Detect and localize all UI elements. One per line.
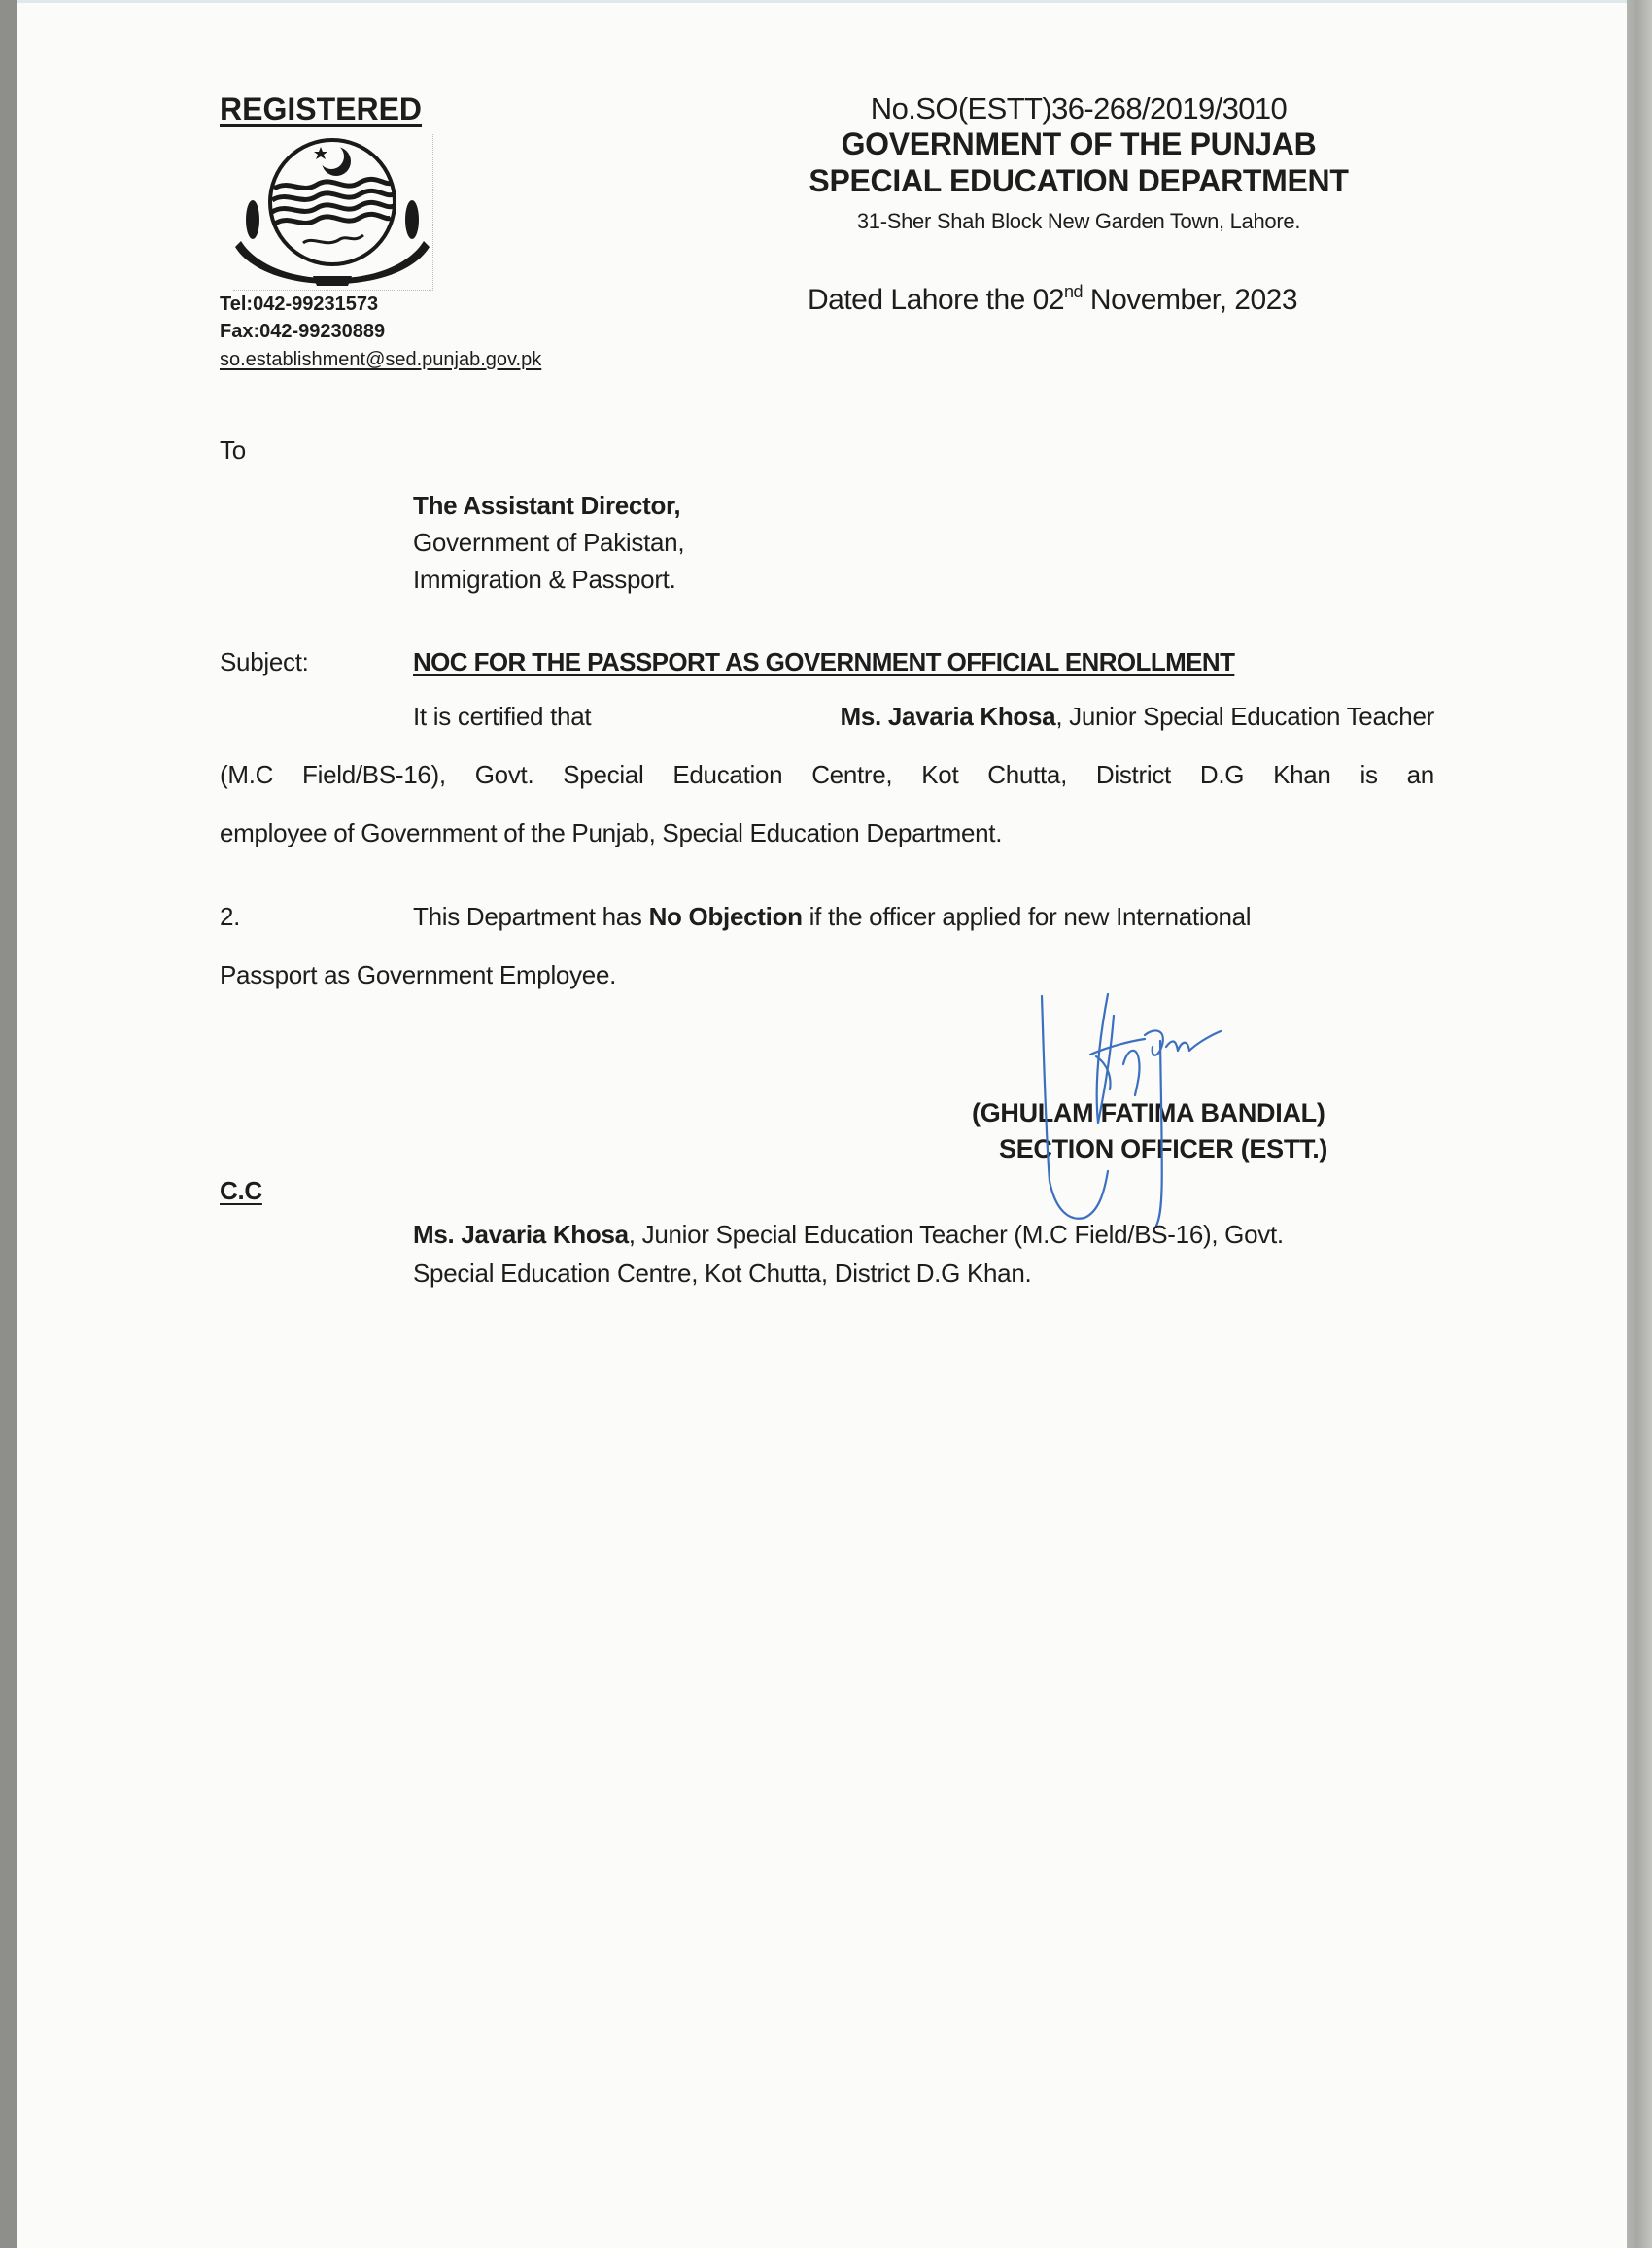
scan-edge-left — [0, 0, 17, 2248]
word: D.G — [1199, 760, 1245, 789]
word: Field/BS-16), — [302, 760, 446, 789]
paragraph-1-employee — [841, 702, 1434, 732]
word: Govt. — [474, 760, 534, 789]
fax-number: Fax:042-99230889 — [220, 321, 386, 342]
paragraph-1-intro: It is certified that — [413, 702, 592, 731]
word: Centre, — [811, 760, 893, 789]
subject-text: NOC FOR THE PASSPORT AS GOVERNMENT OFFICIAL ENROLLMENT — [413, 647, 1235, 676]
scan-edge-top — [17, 0, 1627, 3]
telephone-number: Tel:042-99231573 — [220, 294, 379, 315]
paragraph-2-line-2: Passport as Government Employee. — [220, 960, 617, 989]
word: is — [1359, 760, 1378, 789]
word: Kot — [921, 760, 959, 789]
registered-label: REGISTERED — [220, 91, 423, 126]
to-label: To — [220, 435, 246, 465]
subject-label: Subject: — [220, 647, 309, 676]
word: an — [1406, 760, 1434, 789]
date-prefix: Dated Lahore the 02 — [808, 284, 1065, 316]
letter-date — [808, 282, 1297, 317]
paragraph-2-text-b: if the officer applied for new International — [802, 902, 1252, 931]
word: Khan — [1273, 760, 1331, 789]
department-address: 31-Sher Shah Block New Garden Town, Lahore. — [856, 209, 1301, 233]
employee-designation: , Junior Special Education Teacher — [1055, 702, 1434, 731]
paragraph-1-line-1 — [413, 702, 1434, 732]
government-heading: GOVERNMENT OF THE PUNJAB — [841, 126, 1317, 161]
recipient-department: Immigration & Passport. — [413, 565, 676, 594]
reference-number: No.SO(ESTT)36-268/2019/3010 — [870, 91, 1288, 125]
punjab-emblem-icon — [233, 134, 432, 290]
paragraph-1-line-3: employee of Government of the Punjab, Special Education Department. — [220, 818, 1003, 847]
word: (M.C — [220, 760, 274, 789]
date-rest: November, 2023 — [1083, 284, 1298, 316]
recipient-organization: Government of Pakistan, — [413, 528, 685, 557]
paragraph-2-number: 2. — [220, 902, 241, 931]
cc-line-1 — [413, 1220, 1284, 1250]
paragraph-2-line-1 — [413, 902, 1251, 932]
date-ordinal: nd — [1064, 282, 1084, 301]
recipient-title: The Assistant Director, — [413, 491, 681, 520]
department-heading: SPECIAL EDUCATION DEPARTMENT — [809, 163, 1349, 198]
paragraph-1-line-2 — [220, 760, 1434, 790]
word: Chutta, — [987, 760, 1068, 789]
cc-designation: , Junior Special Education Teacher (M.C Field/BS-16), Govt. — [628, 1220, 1284, 1249]
word: Special — [563, 760, 644, 789]
scan-edge-right — [1627, 0, 1652, 2248]
paragraph-2-text-a: This Department has — [413, 902, 649, 931]
punjab-government-logo — [233, 134, 433, 291]
signatory-title: SECTION OFFICER (ESTT.) — [999, 1134, 1328, 1163]
no-objection-text: No Objection — [648, 902, 803, 931]
cc-employee-name: Ms. Javaria Khosa — [413, 1220, 629, 1249]
word: Education — [672, 760, 783, 789]
cc-line-2: Special Education Centre, Kot Chutta, District D.G Khan. — [413, 1259, 1032, 1288]
cc-label: C.C — [220, 1176, 262, 1205]
word: District — [1095, 760, 1171, 789]
handwritten-signature — [1030, 977, 1254, 1229]
employee-name: Ms. Javaria Khosa — [840, 702, 1056, 731]
signatory-name: (GHULAM FATIMA BANDIAL) — [972, 1098, 1325, 1127]
email-link[interactable]: so.establishment@sed.punjab.gov.pk — [220, 349, 542, 370]
